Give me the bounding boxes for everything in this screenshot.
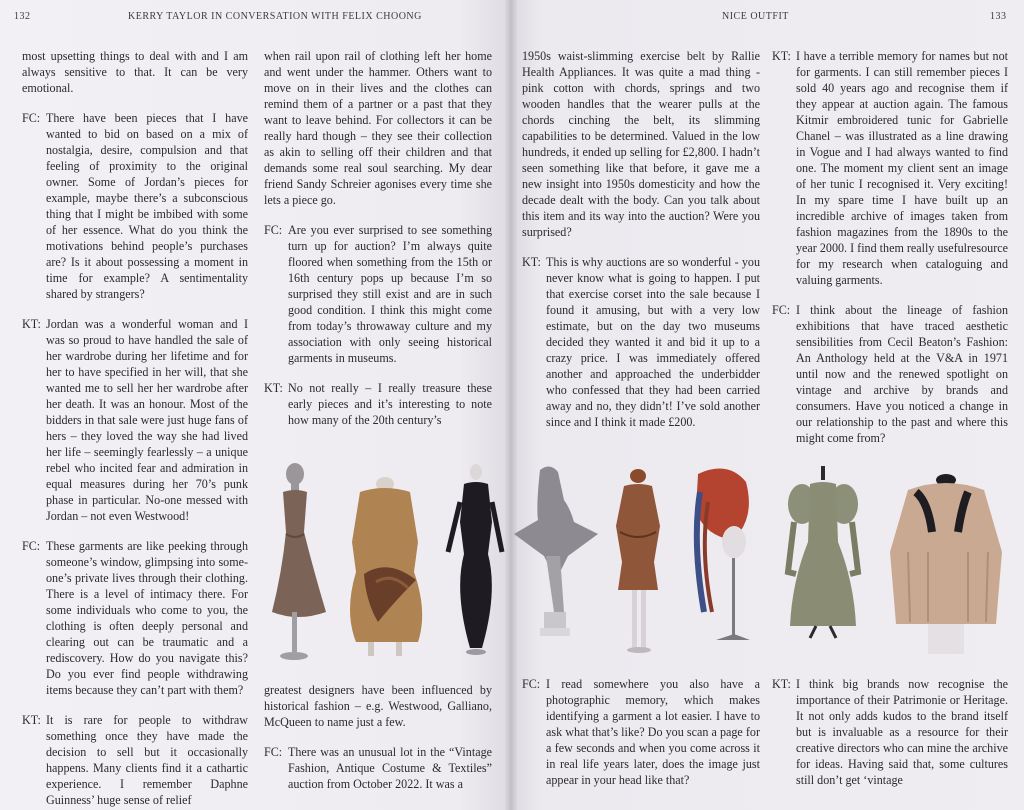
text-column-4-top <box>772 48 1008 460</box>
interview-paragraph <box>264 744 492 792</box>
text-column-4-bottom <box>772 676 1008 802</box>
speaker-label: FC: <box>264 745 283 759</box>
interview-paragraph <box>22 48 248 96</box>
speaker-label: KT: <box>772 677 791 691</box>
left-page <box>0 0 510 810</box>
speaker-label: KT: <box>22 713 41 727</box>
speaker-label: KT: <box>522 255 541 269</box>
running-head-left: KERRY TAYLOR IN CONVERSATION WITH FELIX CHOONG <box>128 11 422 22</box>
paragraph-text: I read somewhere you also have a photographic memory, which makes identifying a garment a lot easier. I have to ask what that’s like? Do you scan a page for a few seconds and when you come across it in real life years later, does the image just appear in your head like that? <box>546 677 760 787</box>
paragraph-text: 1950s waist-slimming exercise belt by Rallie Health Appliances. It was quite a mad thing - pink cotton with chords, springs and two wooden handles that the wearer pulls at the chords cinching the belt, its slimming capabilities to be determined. Valued in the low hundreds, it ended up selling for £2,800. I hadn’t seen something like that before, it gave me a new insight into 1950s domesticity and how the decade dealt with the body. Can you talk about this item and its way into the auction? Were you surprised? <box>522 49 760 239</box>
text-column-3-top <box>522 48 760 444</box>
photo-grey-cape <box>514 466 598 636</box>
speaker-label: FC: <box>22 111 41 125</box>
photo-feather-headpiece <box>696 469 750 640</box>
speaker-label: KT: <box>264 381 283 395</box>
page-number-left: 132 <box>14 11 31 22</box>
interview-paragraph <box>772 302 1008 446</box>
speaker-label: KT: <box>772 49 791 63</box>
speaker-label: KT: <box>22 317 41 331</box>
running-head-right: NICE OUTFIT <box>722 11 789 22</box>
paragraph-text: I have a terrible memory for names but not for garments. I can still remember pieces I sold 40 years ago and recognise them if they appear at auction again. The famous Kitmir embroidered tunic for Gabrielle Chanel – was illustrated as a line drawing in Vogue and I had always wanted to find one. The moment my client sent an image of her tunic I recognised it. Very exciting! In my spare time I have built up an incredible archive of images taken from fashion magazines from the 1890s to the year 2000. I find them really usefulresource for my research when cataloguing and valuing garments. <box>796 49 1008 287</box>
book-gutter <box>505 0 517 810</box>
text-column-1 <box>22 48 248 810</box>
interview-paragraph <box>264 48 492 208</box>
paragraph-text: most upsetting things to deal with and I am always sensitive to that. It can be very emotional. <box>22 49 248 95</box>
photo-green-gigot-dress <box>788 466 858 638</box>
interview-paragraph <box>22 538 248 698</box>
interview-paragraph <box>264 380 492 428</box>
text-column-2-bottom <box>264 682 492 806</box>
paragraph-text: This is why auctions are so wonderful - you never know what is going to happen. I put that exercise corset into the sale because I found it amusing, but with a very low estimate, but on the day two museums decided they wanted it and bid it up to a crazy price. I was immediately offered another and approached the underbidder who confessed that they had been carried away and no, they didn’t! I’ve sold another since and I think it made £200. <box>546 255 760 429</box>
interview-paragraph <box>522 48 760 240</box>
right-page <box>510 0 1024 810</box>
speaker-label: FC: <box>772 303 791 317</box>
paragraph-text: There was an unusual lot in the “Vintage Fashion, Antique Costume & Textiles” auction from October 2022. It was a <box>288 745 492 791</box>
interview-paragraph <box>522 676 760 788</box>
interview-paragraph <box>522 254 760 430</box>
paragraph-text: Jordan was a wonderful woman and I was so proud to have handled the sale of her wardrobe during her lifetime and for her to have specified in her will, that she wanted me to sell her her wardrobe after her death. It was an honour. Most of the bidders in that sale were just huge fans of hers – they loved the way she had lived her life – seemingly fearlessly – a unique rebel who incited fear and admiration in equal measures during her 70’s punk phase in particular. No-one messed with Jordan – not even Westwood! <box>46 317 248 523</box>
photo-fur-jacket <box>890 474 1002 654</box>
photo-fringed-dress <box>616 469 660 653</box>
speaker-label: FC: <box>22 539 41 553</box>
speaker-label: FC: <box>264 223 283 237</box>
interview-paragraph <box>772 676 1008 788</box>
speaker-label: FC: <box>522 677 541 691</box>
paragraph-text: There have been pieces that I have wanted to bid on based on a mix of nostalgia, desire, compulsion and that feeling of proximity to the original owner. Some of Jordan’s pieces for example, maybe there’s a subconscious thing that I might be imbibed with some of her essence. What do you think the motivations behind people’s purchases are? Is it about possessing a moment in time for example? A sentimentality shared by strangers? <box>46 111 248 301</box>
interview-paragraph <box>772 48 1008 288</box>
interview-paragraph <box>22 316 248 524</box>
interview-paragraph <box>264 222 492 366</box>
paragraph-text: Are you ever surprised to see something turn up for auction? I’m always quite floored when something from the 15th or 16th century pops up because I’m so surprised they still exist and are in such good condition. I think this might come from today’s throwaway culture and my association with only seeing historical garments in museums. <box>288 223 492 365</box>
text-column-2-top <box>264 48 492 442</box>
interview-paragraph <box>22 712 248 808</box>
photo-gold-lace-dress <box>350 477 422 656</box>
paragraph-text: These garments are like peeking through someone’s window, glimpsing into some-one’s private lives through their clothing. There is a level of intimacy there. For some individuals who come to you, the clothing is often deeply personal and clearing out can be traumatic and a rediscovery. How do you navigate this? Do you ever find people withdrawing items because they can’t part with them? <box>46 539 248 697</box>
garment-photo-strip <box>268 462 1008 674</box>
page-number-right: 133 <box>990 11 1007 22</box>
paragraph-text: greatest designers have been influenced by historical fashion – e.g. Westwood, Galliano, McQueen to name just a few. <box>264 683 492 729</box>
photo-brown-satin-dress <box>272 463 326 660</box>
paragraph-text: I think big brands now recognise the importance of their Patrimonie or Heritage. It not only adds kudos to the brand itself but is invaluable as a resource for their creative directors who can mine the archive for ideas. Having said that, some cultures still don’t get ‘vintage <box>796 677 1008 787</box>
interview-paragraph <box>264 682 492 730</box>
photo-black-dress <box>448 464 502 655</box>
paragraph-text: when rail upon rail of clothing left her home and went under the hammer. Others want to move on in their lives and the clothes can remind them of a partner or a past that they want to leave behind. For collectors it can be really hard though – they see their collection as akin to selling off their children and that demands some real soul searching. My dear friend Sandy Schreier agonises every time she lets a piece go. <box>264 49 492 207</box>
interview-paragraph <box>22 110 248 302</box>
text-column-3-bottom <box>522 676 760 802</box>
paragraph-text: I think about the lineage of fashion exhibitions that have traced aesthetic sensibilities from Cecil Beaton’s Fashion: An Anthology held at the V&A in 1971 until now and the renewed spotlight on vintage and archive by brands and consumers. Have you noticed a change in our relationship to the past and where this might come from? <box>796 303 1008 445</box>
paragraph-text: It is rare for people to withdraw something once they have made the decision to sell but it occasionally happens. Many clients find it a cathartic experience. I remember Daphne Guinness’ huge sense of relief <box>46 713 248 807</box>
paragraph-text: No not really – I really treasure these early pieces and it’s interesting to note how many of the 20th century’s <box>288 381 492 427</box>
